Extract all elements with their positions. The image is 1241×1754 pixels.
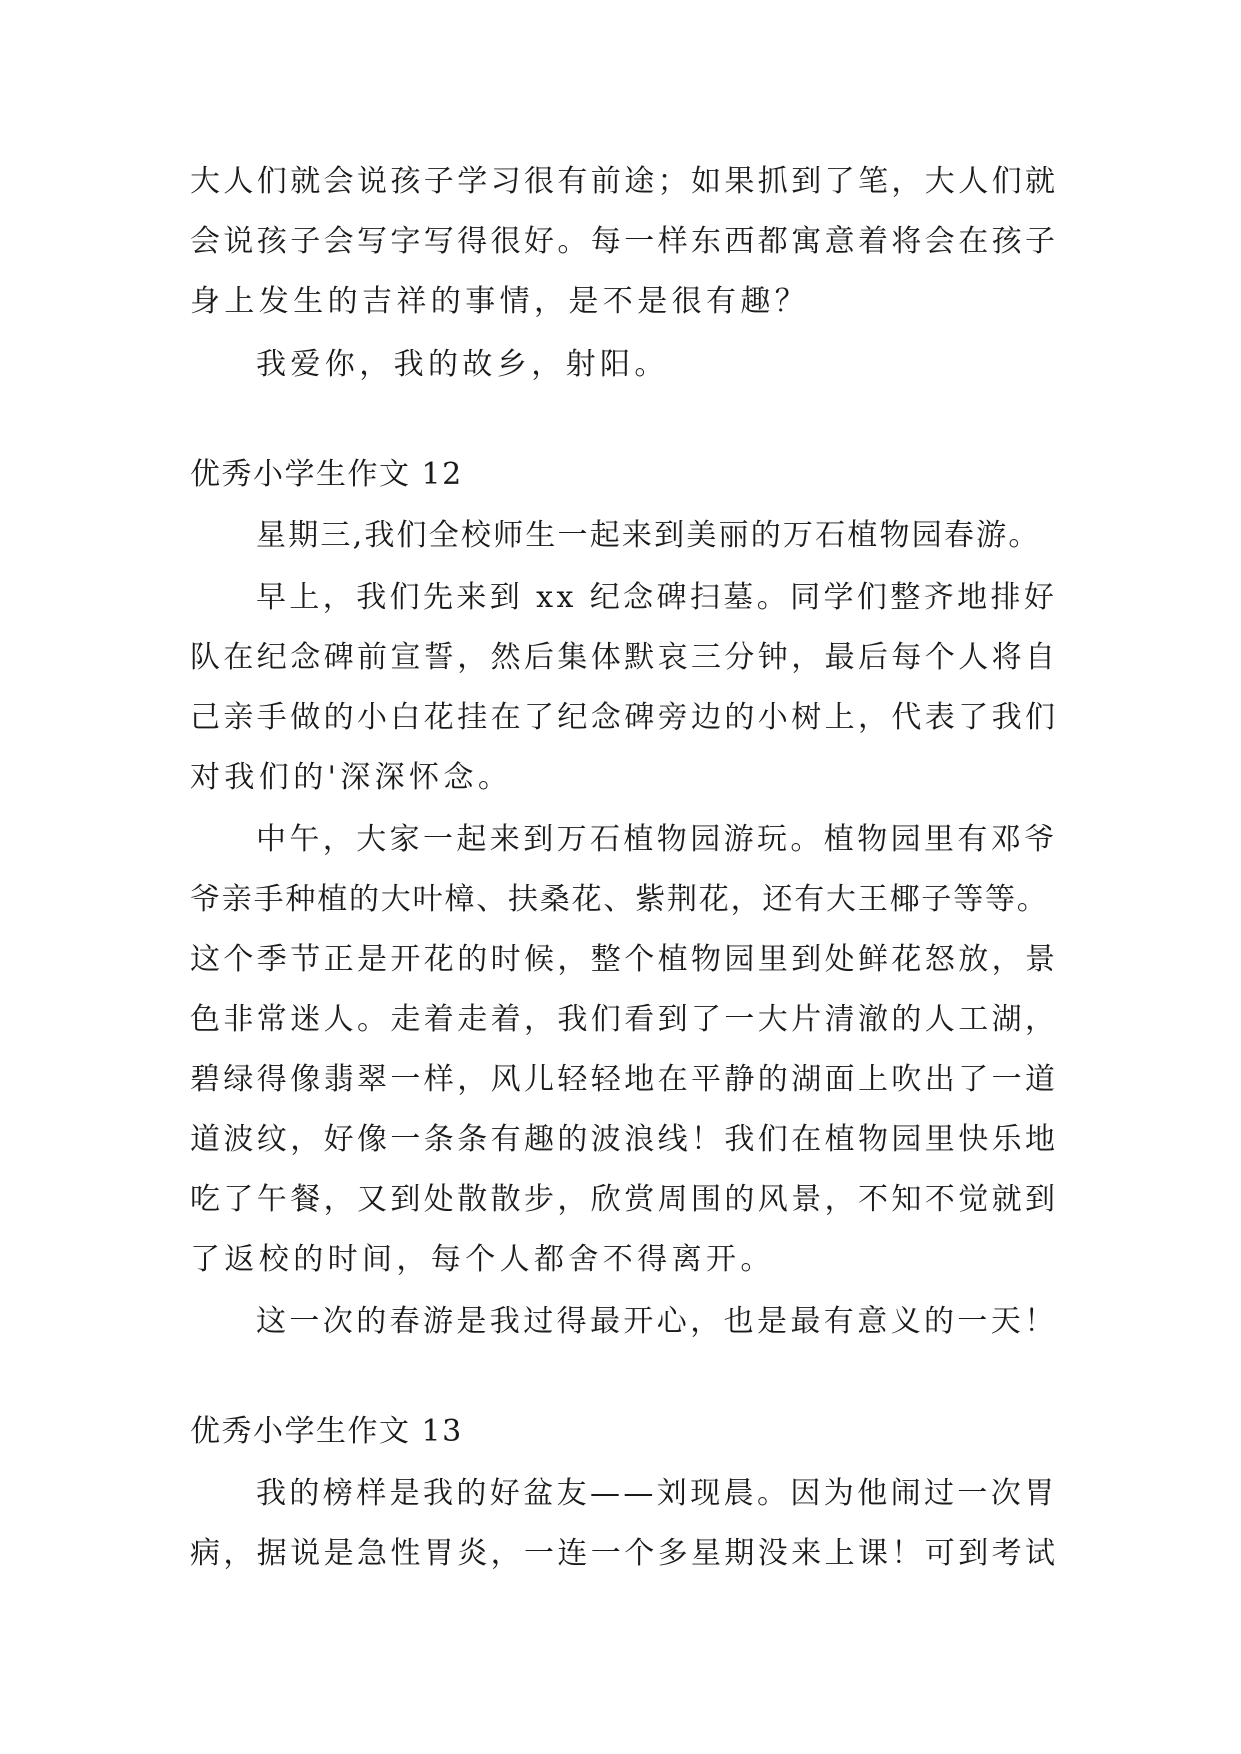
text-line: 会说孩子会写字写得很好。每一样东西都寓意着将会在孩子 [190, 224, 1059, 259]
text-line: 对我们的'深深怀念。 [190, 760, 513, 795]
text-line: 了返校的时间，每个人都舍不得离开。 [190, 1242, 775, 1277]
section-title: 优秀小学生作文 13 [190, 1414, 463, 1449]
text-line: 早上，我们先来到 xx 纪念碑扫墓。同学们整齐地排好 [256, 580, 1058, 615]
text-line: 这个季节正是开花的时候，整个植物园里到处鲜花怒放，景 [190, 942, 1059, 977]
text-line: 己亲手做的小白花挂在了纪念碑旁边的小树上，代表了我们 [190, 700, 1059, 735]
text-line: 队在纪念碑前宣誓，然后集体默哀三分钟，最后每个人将自 [190, 640, 1059, 675]
text-line: 碧绿得像翡翠一样，风儿轻轻地在平静的湖面上吹出了一道 [190, 1062, 1059, 1097]
text-line: 这一次的春游是我过得最开心，也是最有意义的一天！ [256, 1304, 1058, 1339]
text-line: 中午，大家一起来到万石植物园游玩。植物园里有邓爷 [256, 822, 1058, 857]
text-line: 色非常迷人。走着走着，我们看到了一大片清澈的人工湖， [190, 1002, 1059, 1037]
text-line: 星期三,我们全校师生一起来到美丽的万石植物园春游。 [256, 518, 1041, 553]
text-line: 我的榜样是我的好盆友——刘现晨。因为他闹过一次胃 [256, 1476, 1058, 1511]
text-line: 爷亲手种植的大叶樟、扶桑花、紫荆花，还有大王椰子等等。 [190, 882, 1049, 917]
text-line: 道波纹，好像一条条有趣的波浪线！我们在植物园里快乐地 [190, 1122, 1059, 1157]
section-title: 优秀小学生作文 12 [190, 457, 463, 492]
closing-line: 我爱你，我的故乡，射阳。 [256, 347, 669, 382]
text-line: 病，据说是急性胃炎，一连一个多星期没来上课！可到考试 [190, 1536, 1059, 1571]
text-line: 身上发生的吉祥的事情，是不是很有趣？ [190, 284, 810, 319]
text-line: 大人们就会说孩子学习很有前途；如果抓到了笔，大人们就 [190, 164, 1059, 199]
text-line: 吃了午餐，又到处散散步，欣赏周围的风景，不知不觉就到 [190, 1182, 1059, 1217]
